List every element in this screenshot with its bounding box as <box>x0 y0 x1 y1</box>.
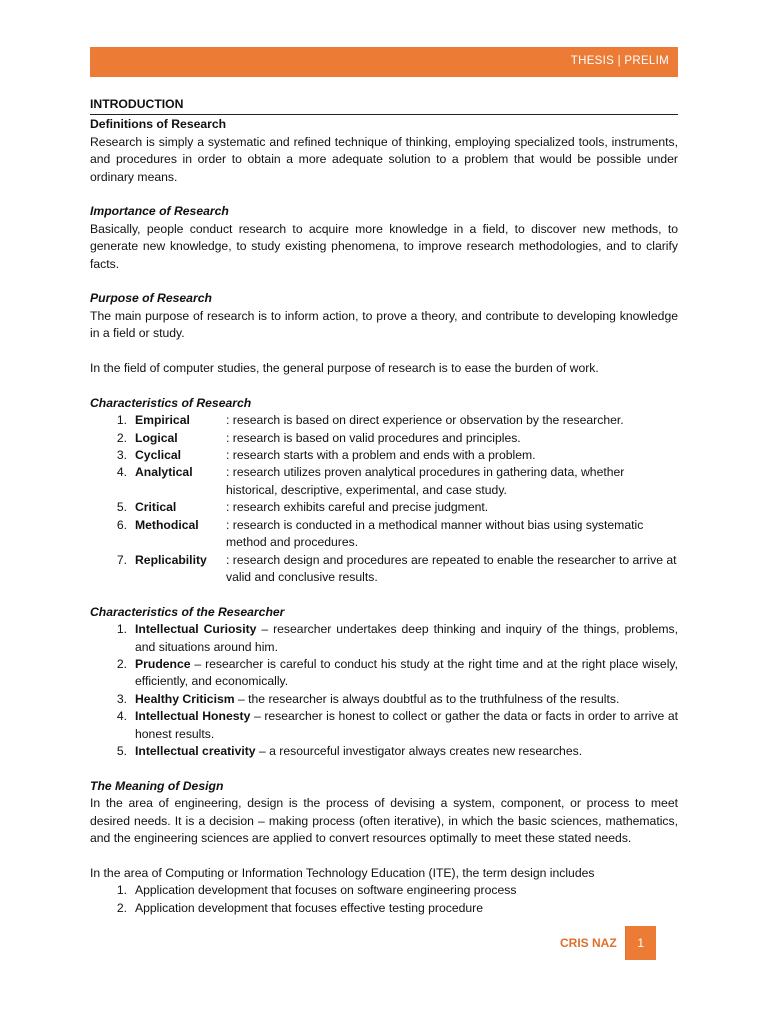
purpose-heading: Purpose of Research <box>90 291 212 306</box>
importance-heading: Importance of Research <box>90 204 229 219</box>
header-label: THESIS | PRELIM <box>570 55 669 67</box>
list-description: Application development that focuses on software engineering process <box>135 883 517 898</box>
page-footer <box>560 926 656 960</box>
list-number: 3. <box>116 448 127 463</box>
list-term: Intellectual Honesty <box>135 709 251 724</box>
list-item <box>90 412 678 429</box>
list-item <box>90 552 678 587</box>
list-item <box>90 447 678 464</box>
list-item <box>90 708 678 743</box>
list-description: – researcher is careful to conduct his study at the right time and at the right place wisely, efficiently, and economically. <box>135 656 678 689</box>
list-body <box>135 691 678 708</box>
list-term: Methodical <box>135 517 199 532</box>
list-number: 6. <box>116 517 127 532</box>
list-term: Replicability <box>135 552 207 567</box>
list-description: : research is conducted in a methodical manner without bias using systematic method and procedures. <box>226 517 644 550</box>
list-description: : research is based on direct experience or observation by the researcher. <box>226 413 624 428</box>
list-number: 2. <box>116 656 127 671</box>
header-bar <box>90 47 678 77</box>
list-term: Empirical <box>135 413 190 428</box>
list-term: Healthy Criticism <box>135 691 235 706</box>
design-list <box>90 882 678 917</box>
characteristics-list <box>90 412 678 586</box>
design-text-2: In the area of Computing or Information Technology Education (ITE), the term design includes <box>90 865 595 880</box>
list-item <box>90 900 678 917</box>
list-number: 7. <box>116 552 127 567</box>
researcher-heading: Characteristics of the Researcher <box>90 604 285 619</box>
list-description: : research design and procedures are repeated to enable the researcher to arrive at valid and conclusive results. <box>226 552 677 584</box>
list-number: 1. <box>116 413 127 428</box>
purpose-text-2: In the field of computer studies, the general purpose of research is to ease the burden of work. <box>90 361 599 376</box>
list-term: Intellectual Curiosity <box>135 622 257 637</box>
list-item <box>90 656 678 691</box>
list-term: Cyclical <box>135 448 182 463</box>
list-description: Application development that focuses effective testing procedure <box>135 900 484 915</box>
list-number: 2. <box>116 430 127 445</box>
list-number: 4. <box>116 465 127 480</box>
list-description: – researcher undertakes deep thinking and inquiry of the things, problems, and situations around him. <box>135 622 678 654</box>
list-body <box>135 708 678 743</box>
page-number: 1 <box>626 926 656 960</box>
list-body <box>135 621 678 656</box>
list-term: Analytical <box>135 465 193 480</box>
researcher-list <box>90 621 678 760</box>
design-text: In the area of engineering, design is the process of devising a system, component, or process to meet desired needs. It is a decision – making process (often iterative), in which the basic sciences, mathematics, and the engineering sciences are applied to convert resources optimally to meet these stated needs. <box>90 796 678 845</box>
definitions-text: Research is simply a systematic and refined technique of thinking, employing specialized tools, instruments, and procedures in order to obtain a more adequate solution to a problem that would be possible under ordinary means. <box>90 134 678 184</box>
list-number: 2. <box>116 900 127 915</box>
definitions-heading: Definitions of Research <box>90 117 227 132</box>
importance-text: Basically, people conduct research to acquire more knowledge in a field, to discover new methods, to generate new knowledge, to study existing phenomena, to improve research methodologies, and to clarify facts. <box>90 221 678 271</box>
list-item <box>90 882 678 899</box>
design-heading: The Meaning of Design <box>90 778 224 793</box>
list-body <box>135 743 678 760</box>
characteristics-heading: Characteristics of Research <box>90 395 252 410</box>
document-body <box>90 96 678 917</box>
list-item <box>90 464 678 499</box>
list-description: : research starts with a problem and ends with a problem. <box>226 448 536 463</box>
list-item <box>90 691 678 708</box>
list-item <box>90 743 678 760</box>
list-description: : research exhibits careful and precise judgment. <box>226 500 489 515</box>
list-number: 1. <box>116 622 127 637</box>
list-description: : research utilizes proven analytical procedures in gathering data, whether historical, descriptive, experimental, and case study. <box>226 465 625 497</box>
list-description: – a resourceful investigator always creates new researches. <box>255 743 583 758</box>
list-item <box>90 430 678 447</box>
list-term: Critical <box>135 500 177 515</box>
list-item <box>90 499 678 516</box>
list-number: 5. <box>116 500 127 515</box>
list-body <box>135 656 678 691</box>
list-number: 5. <box>116 743 127 758</box>
list-term: Intellectual creativity <box>135 743 256 758</box>
list-description: : research is based on valid procedures and principles. <box>226 430 521 445</box>
list-number: 3. <box>116 691 127 706</box>
list-number: 1. <box>116 883 127 898</box>
footer-author: CRIS NAZ <box>560 936 617 950</box>
list-description: – the researcher is always doubtful as to the truthfulness of the results. <box>234 691 620 706</box>
list-term: Logical <box>135 430 178 445</box>
list-item <box>90 517 678 552</box>
section-title: INTRODUCTION <box>90 96 678 115</box>
list-number: 4. <box>116 709 127 724</box>
list-description: – researcher is honest to collect or gather the data or facts in order to arrive at honest results. <box>135 709 678 741</box>
purpose-text: The main purpose of research is to inform action, to prove a theory, and contribute to developing knowledge in a field or study. <box>90 308 678 341</box>
list-item <box>90 621 678 656</box>
list-term: Prudence <box>135 656 191 671</box>
